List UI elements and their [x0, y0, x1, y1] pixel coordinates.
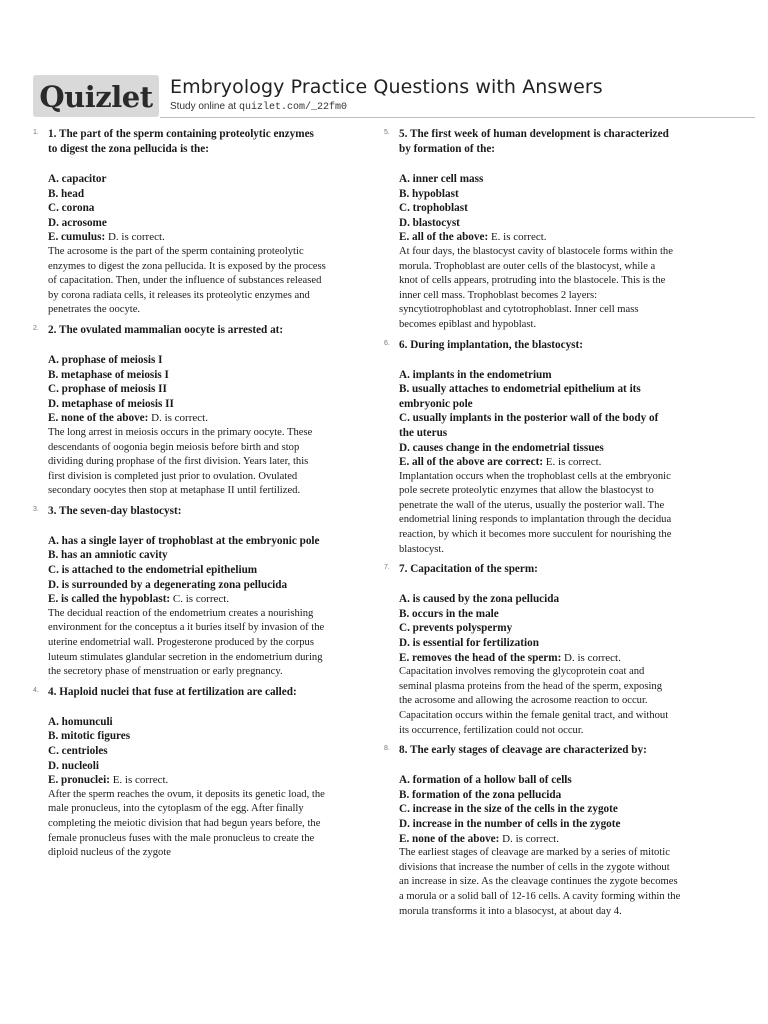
- answer-option: D. acrosome: [48, 216, 107, 229]
- answer-option: A. prophase of meiosis I: [48, 353, 163, 366]
- explanation-line: pole secrete proteolytic enzymes that allow the blastocyst to: [399, 485, 654, 497]
- explanation-line: The earliest stages of cleavage are marked by a series of mitotic: [399, 847, 670, 859]
- explanation-line: the secretory phase of menstruation or early pregnancy.: [48, 666, 283, 678]
- explanation-line: secondary oocytes then stop at metaphase II until fertilized.: [48, 485, 301, 497]
- explanation-line: by corona radiata cells, it releases its proteolytic enzymes and: [48, 289, 310, 301]
- question-title: [399, 127, 729, 157]
- explanation-line: male pronucleus, into the cytoplasm of the egg. After finally: [48, 803, 304, 815]
- explanation-line: seminal plasma proteins from the head of the sperm, exposing: [399, 680, 663, 692]
- explanation-line: penetrates the oocyte.: [48, 304, 141, 316]
- question-title-line: 7. Capacitation of the sperm:: [399, 563, 538, 576]
- answer-line: [48, 411, 378, 426]
- answer-option: D. metaphase of meiosis II: [48, 397, 174, 410]
- explanation-line: of capacitation. Then, under the influence of substances released: [48, 275, 322, 287]
- answer-option: B. hypoblast: [399, 187, 459, 200]
- answer-option-last: E. all of the above are correct:: [399, 456, 544, 469]
- question-title: [48, 504, 378, 519]
- answer-option: D. nucleoli: [48, 759, 99, 772]
- explanation-line: The acrosome is the part of the sperm containing proteolytic: [48, 245, 304, 257]
- header-divider: [160, 117, 755, 118]
- left-column: [33, 127, 378, 866]
- answer-option: A. has a single layer of trophoblast at the embryonic pole: [48, 534, 320, 547]
- explanation-text: [399, 245, 729, 333]
- explanation-line: reaction, by which it becomes more succulent for nourishing the: [399, 529, 672, 541]
- answer-option: A. homunculi: [48, 715, 113, 728]
- question-number: 7.: [384, 564, 390, 572]
- explanation-line: descendants of oogonia begin meiosis before birth and stop: [48, 441, 300, 453]
- question-title-line: 5. The first week of human development is characterized: [399, 128, 669, 140]
- explanation-text: [48, 426, 378, 499]
- explanation-line: diploid nucleus of the zygote: [48, 847, 171, 859]
- answer-option: embryonic pole: [399, 397, 473, 410]
- correct-answer: D. is correct.: [561, 651, 621, 664]
- answer-option: D. increase in the number of cells in the zygote: [399, 817, 621, 830]
- explanation-text: [48, 245, 378, 318]
- explanation-line: female pronucleus fuses with the male pronucleus to create the: [48, 832, 315, 844]
- answer-option: B. mitotic figures: [48, 730, 131, 743]
- explanation-line: environment for the conceptus a it buries itself by invasion of the: [48, 622, 325, 634]
- answer-option-last: E. cumulus:: [48, 231, 106, 244]
- correct-answer: D. is correct.: [148, 412, 208, 425]
- study-online-line: [170, 101, 603, 113]
- question-number: 3.: [33, 505, 39, 513]
- question-title: [48, 127, 378, 157]
- correct-answer: E. is correct.: [109, 774, 169, 787]
- answer-option: C. centrioles: [48, 745, 108, 757]
- answer-option: B. metaphase of meiosis I: [48, 368, 169, 381]
- question-item: [33, 504, 378, 680]
- question-item: [384, 743, 729, 919]
- question-title: [399, 338, 729, 353]
- answer-option: B. formation of the zona pellucida: [399, 788, 562, 801]
- answer-option: C. trophoblast: [399, 202, 468, 215]
- question-title: [399, 743, 729, 758]
- question-item: [33, 323, 378, 499]
- logo-text: Quizlet: [39, 80, 153, 114]
- correct-answer: D. is correct.: [105, 231, 165, 244]
- explanation-line: Capacitation occurs within the female genital tract, and without: [399, 710, 669, 721]
- explanation-line: endometrial lining responds to implantation through the decidua: [399, 514, 672, 526]
- answer-option: B. head: [48, 187, 85, 200]
- correct-answer: E. is correct.: [543, 456, 602, 469]
- answer-option-last: E. all of the above:: [399, 231, 489, 244]
- answer-option-last: E. is called the hypoblast:: [48, 593, 171, 606]
- answer-option: D. is essential for fertilization: [399, 637, 539, 650]
- title-block: [170, 76, 603, 113]
- question-title-line: to digest the zona pellucida is the:: [48, 143, 209, 155]
- answer-option: A. inner cell mass: [399, 173, 484, 185]
- answer-option: B. usually attaches to endometrial epithelium at its: [399, 383, 641, 396]
- answer-line: [48, 592, 378, 607]
- answer-option: C. prevents polyspermy: [399, 622, 513, 635]
- answer-option: C. corona: [48, 202, 95, 215]
- answer-option-last: E. none of the above:: [48, 412, 149, 425]
- answer-option: A. formation of a hollow ball of cells: [399, 774, 572, 787]
- explanation-line: morula transforms it into a blasocyst, at about day 4.: [399, 905, 622, 917]
- explanation-line: morula. Trophoblast are outer cells of the blastocyst, while a: [399, 260, 656, 272]
- explanation-line: knot of cells appears, protruding into the blastocele. This is the: [399, 275, 666, 287]
- answer-line: [48, 230, 378, 245]
- explanation-line: blastocyst.: [399, 543, 445, 555]
- explanation-line: Implantation occurs when the trophoblast cells at the embryonic: [399, 470, 671, 482]
- answer-line: [48, 773, 378, 788]
- question-title: [399, 562, 729, 577]
- explanation-line: inner cell mass. Trophoblast becomes 2 layers:: [399, 289, 598, 301]
- question-title-line: 8. The early stages of cleavage are characterized by:: [399, 744, 647, 757]
- question-item: [384, 562, 729, 738]
- explanation-line: first division is completed just prior to ovulation. Ovulated: [48, 470, 298, 482]
- explanation-text: [399, 470, 729, 558]
- question-title-line: 6. During implantation, the blastocyst:: [399, 338, 583, 351]
- explanation-line: divisions that increase the number of cells in the zygote without: [399, 861, 670, 873]
- explanation-line: an increase in size. As the cleavage continues the zygote becomes: [399, 876, 678, 888]
- answer-option-last: E. none of the above:: [399, 832, 500, 845]
- question-number: 2.: [33, 324, 39, 332]
- answer-line: [399, 832, 729, 847]
- answer-option-last: E. removes the head of the sperm:: [399, 651, 562, 664]
- answer-line: [399, 230, 729, 245]
- explanation-text: [399, 665, 729, 738]
- explanation-line: At four days, the blastocyst cavity of blastocele forms within the: [399, 245, 673, 257]
- document-header: [33, 75, 755, 117]
- question-number: 5.: [384, 129, 390, 136]
- explanation-line: becomes epiblast and hypoblast.: [399, 318, 537, 330]
- document-title: Embryology Practice Questions with Answers: [170, 76, 603, 98]
- right-column: [384, 127, 729, 924]
- answer-option: D. causes change in the endometrial tissues: [399, 441, 604, 454]
- explanation-line: luteum stimulates glandular secretion in the endometrium during: [48, 651, 323, 663]
- answer-option: C. is attached to the endometrial epithelium: [48, 564, 258, 577]
- question-item: [384, 127, 729, 333]
- answer-option: D. is surrounded by a degenerating zona pellucida: [48, 578, 288, 591]
- explanation-line: Capacitation involves removing the glycoprotein coat and: [399, 666, 645, 678]
- explanation-line: syncytiotrophoblast and cytotrophoblast. Inner cell mass: [399, 304, 639, 316]
- answer-option: C. increase in the size of the cells in the zygote: [399, 803, 618, 816]
- question-title-line: 3. The seven-day blastocyst:: [48, 504, 182, 517]
- explanation-line: dividing during prophase of the first division. Years later, this: [48, 456, 309, 468]
- answer-option: D. blastocyst: [399, 216, 460, 229]
- question-title-line: 1. The part of the sperm containing proteolytic enzymes: [48, 128, 314, 140]
- explanation-line: The long arrest in meiosis occurs in the primary oocyte. These: [48, 426, 313, 438]
- question-title-line: 2. The ovulated mammalian oocyte is arrested at:: [48, 323, 284, 336]
- answer-line: [399, 651, 729, 666]
- answer-option: A. is caused by the zona pellucida: [399, 593, 560, 606]
- answer-option: A. capacitor: [48, 173, 107, 185]
- answer-option-last: E. pronuclei:: [48, 774, 110, 787]
- answer-option: B. has an amniotic cavity: [48, 549, 168, 562]
- correct-answer: D. is correct.: [499, 832, 559, 845]
- explanation-line: completing the meiotic division that had begun years before, the: [48, 817, 321, 829]
- question-item: [384, 338, 729, 558]
- explanation-line: enzymes to digest the zona pellucida. It is exposed by the process: [48, 260, 326, 272]
- study-online-link[interactable]: quizlet.com/_22fm0: [238, 102, 347, 113]
- question-number: 4.: [33, 686, 39, 694]
- question-item: [33, 127, 378, 318]
- answer-option: A. implants in the endometrium: [399, 368, 552, 381]
- explanation-line: the acrosome and allowing the acrosome reaction to occur.: [399, 695, 648, 707]
- correct-answer: E. is correct.: [488, 231, 547, 244]
- study-online-prefix: Study online at: [170, 101, 239, 112]
- question-title: [48, 323, 378, 338]
- quizlet-logo: [33, 75, 159, 117]
- question-title: [48, 685, 378, 700]
- question-title-line: 4. Haploid nuclei that fuse at fertilization are called:: [48, 685, 297, 698]
- answer-option: C. prophase of meiosis II: [48, 383, 167, 396]
- correct-answer: C. is correct.: [170, 593, 230, 606]
- explanation-line: After the sperm reaches the ovum, it deposits its genetic load, the: [48, 788, 325, 800]
- question-title-line: by formation of the:: [399, 143, 496, 155]
- explanation-line: The decidual reaction of the endometrium creates a nourishing: [48, 607, 314, 619]
- explanation-text: [48, 788, 378, 861]
- answer-option: C. usually implants in the posterior wall of the body of: [399, 412, 659, 425]
- explanation-line: uterine endometrial wall. Progesterone produced by the corpus: [48, 637, 314, 649]
- explanation-line: a morula or a solid ball of 12-16 cells. A cavity forming within the: [399, 890, 681, 902]
- explanation-line: its occurrence, fertilization could not occur.: [399, 724, 584, 736]
- explanation-text: [48, 607, 378, 680]
- question-number: 8.: [384, 745, 390, 753]
- explanation-text: [399, 846, 729, 919]
- answer-line: [399, 455, 729, 470]
- answer-option: the uterus: [399, 426, 448, 439]
- explanation-line: penetrate the wall of the uterus, usually the posterior wall. The: [399, 499, 665, 511]
- answer-option: B. occurs in the male: [399, 607, 499, 620]
- question-item: [33, 685, 378, 861]
- question-number: 1.: [33, 129, 39, 136]
- question-number: 6.: [384, 339, 390, 347]
